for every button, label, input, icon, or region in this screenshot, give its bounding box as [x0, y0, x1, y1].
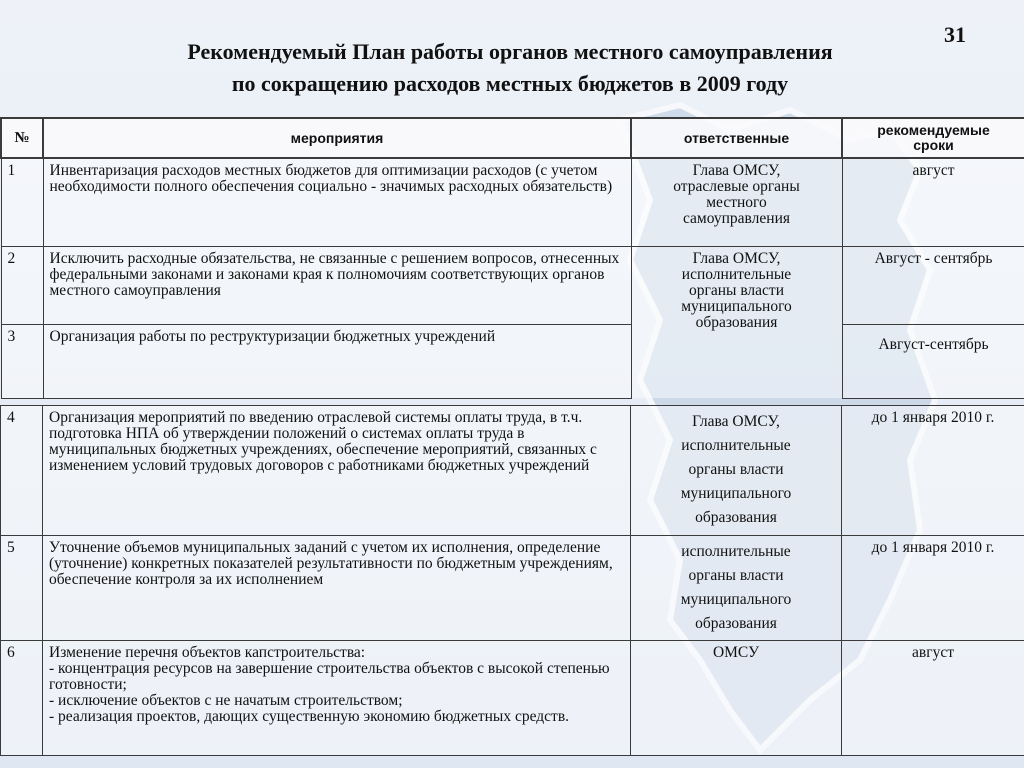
responsible-line: муниципального	[680, 591, 792, 608]
responsible-line: Глава ОМСУ,	[692, 162, 781, 179]
row-term: Август-сентябрь	[842, 324, 1024, 398]
table-row	[1, 246, 1024, 324]
row-term: август	[842, 158, 1024, 246]
row-action	[43, 641, 631, 756]
header-num: №	[1, 118, 43, 158]
table-row	[1, 324, 1024, 398]
row-action: Организация работы по реструктуризации бюджетных учреждений	[43, 324, 631, 398]
row-responsible	[631, 641, 842, 756]
responsible-line: исполнительные	[681, 265, 792, 283]
page-number: 31	[944, 22, 966, 47]
table-header-row	[1, 118, 1024, 158]
responsible-line: исполнительные	[681, 543, 791, 560]
row-term: до 1 января 2010 г.	[842, 406, 1024, 536]
row-action: Организация мероприятий по введению отраслевой системы оплаты труда, в т.ч. подготовка НПА об утверждении положений о системах оплаты труда в муниципальных бюджетных учреждениях, обеспечение мероприятий, связанных с изменением условий трудовых договоров с работниками бюджетных учреждений	[43, 406, 631, 536]
responsible-line: муниципального	[680, 485, 792, 502]
header-term	[842, 118, 1024, 158]
table-row	[1, 641, 1024, 756]
responsible-line: исполнительные	[681, 437, 791, 454]
responsible-line: местного	[706, 194, 767, 211]
action-line: - концентрация ресурсов на завершение строительства объектов с высокой степенью готовности;	[49, 660, 610, 693]
row-responsible	[631, 406, 842, 536]
row-num: 1	[1, 158, 43, 246]
responsible-line: образования	[695, 313, 778, 331]
row-action: Исключить расходные обязательства, не связанные с решением вопросов, отнесенных федеральными законами и законами края к полномочиям соответствующих органов местного самоуправления	[43, 246, 631, 324]
responsible-line: органы власти	[688, 567, 784, 584]
row-term: до 1 января 2010 г.	[842, 536, 1024, 641]
action-line: - исключение объектов с не начатым строительством;	[49, 692, 403, 709]
responsible-line: образования	[695, 509, 777, 526]
row-responsible	[631, 158, 842, 246]
row-term: август	[842, 641, 1024, 756]
responsible-line: образования	[695, 615, 777, 632]
title-line-2: по сокращению расходов местных бюджетов в 2009 году	[231, 71, 789, 96]
responsible-line: Глава ОМСУ,	[692, 413, 780, 430]
row-responsible	[631, 536, 842, 641]
plan-table-top	[0, 117, 1024, 399]
row-num: 3	[1, 324, 43, 398]
header-term-line-2: сроки	[913, 137, 954, 153]
responsible-line: Глава ОМСУ,	[692, 249, 781, 267]
responsible-line: отраслевые органы	[673, 178, 800, 195]
page-title	[40, 36, 980, 100]
header-action: мероприятия	[43, 118, 631, 158]
responsible-line: самоуправления	[682, 210, 791, 227]
plan-table-bottom	[0, 405, 1024, 756]
table-row	[1, 158, 1024, 246]
row-num: 6	[1, 641, 43, 756]
row-action: Инвентаризация расходов местных бюджетов для оптимизации расходов (с учетом необходимости полного обеспечения социально - значимых расходных обязательств)	[43, 158, 631, 246]
title-line-1: Рекомендуемый План работы органов местного самоуправления	[187, 39, 833, 64]
responsible-line: органы власти	[688, 461, 784, 478]
header-responsible: ответственные	[631, 118, 842, 158]
table-row	[1, 536, 1024, 641]
row-num: 5	[1, 536, 43, 641]
row-action: Уточнение объемов муниципальных заданий с учетом их исполнения, определение (уточнение) конкретных показателей результативности по бюджетным учреждениям, обеспечение контроля за их исполнением	[43, 536, 631, 641]
responsible-line: ОМСУ	[712, 644, 760, 661]
row-responsible	[631, 246, 842, 398]
responsible-line: муниципального	[681, 297, 792, 315]
action-line: Изменение перечня объектов капстроительства:	[49, 644, 366, 661]
row-num: 2	[1, 246, 43, 324]
row-term: Август - сентябрь	[842, 246, 1024, 324]
action-line: - реализация проектов, дающих существенную экономию бюджетных средств.	[49, 708, 570, 725]
responsible-line: органы власти	[689, 281, 784, 299]
table-row	[1, 406, 1024, 536]
row-num: 4	[1, 406, 43, 536]
header-term-line-1: рекомендуемые	[877, 122, 990, 138]
